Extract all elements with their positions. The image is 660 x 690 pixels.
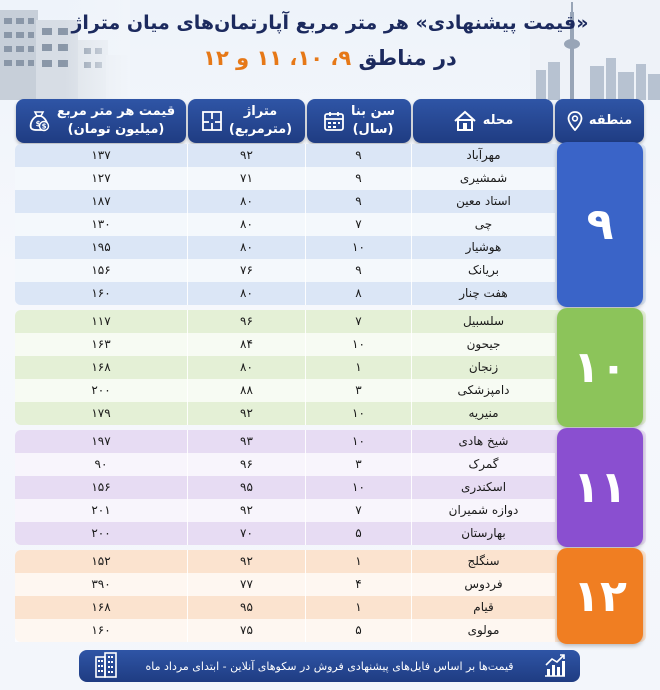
area-cell: ۸۸ <box>240 383 253 397</box>
price-cell: ۱۶۸ <box>91 600 111 614</box>
region-rows <box>15 310 555 425</box>
buildings-icon <box>93 651 119 679</box>
region-rows <box>15 550 555 642</box>
neighborhood-cell: سلسبیل <box>462 314 505 328</box>
table-row <box>15 236 555 259</box>
header-age <box>307 99 411 143</box>
table-row <box>15 499 555 522</box>
subtitle-prefix: در مناطق <box>358 46 457 70</box>
region-number: ۱۲ <box>557 548 643 644</box>
header-price-unit: (میلیون تومان) <box>67 122 165 137</box>
location-pin-icon <box>567 111 583 131</box>
column-divider <box>411 310 412 425</box>
area-cell: ۷۶ <box>240 263 253 277</box>
neighborhood-cell: دامپزشکی <box>457 383 510 397</box>
price-cell: ۱۷۹ <box>91 406 111 420</box>
price-cell: ۹۰ <box>94 457 108 471</box>
region-number: ۱۱ <box>557 428 643 547</box>
column-divider <box>187 144 188 305</box>
column-divider <box>411 430 412 545</box>
region-number: ۹ <box>557 142 643 307</box>
neighborhood-cell: استاد معین <box>456 194 511 208</box>
neighborhood-cell: گمرک <box>468 457 499 471</box>
neighborhood-cell: بهارستان <box>461 526 506 540</box>
table-row <box>15 167 555 190</box>
price-cell: ۱۳۷ <box>91 148 111 162</box>
table-row <box>15 310 555 333</box>
area-cell: ۹۲ <box>240 503 253 517</box>
price-cell: ۲۰۱ <box>91 503 111 517</box>
area-cell: ۸۰ <box>240 360 253 374</box>
area-cell: ۷۱ <box>240 171 253 185</box>
price-cell: ۱۵۶ <box>91 263 111 277</box>
header-area-label: متراژ <box>243 104 278 120</box>
area-cell: ۸۴ <box>240 337 253 351</box>
table-row <box>15 596 555 619</box>
neighborhood-cell: هوشیار <box>465 240 502 254</box>
table-row <box>15 476 555 499</box>
age-cell: ۷ <box>355 217 362 231</box>
header-price-label: قیمت هر متر مربع <box>56 104 176 120</box>
neighborhood-cell: شیخ هادی <box>458 434 509 448</box>
neighborhood-cell: منیریه <box>468 406 499 420</box>
neighborhood-cell: شمشیری <box>459 171 508 185</box>
column-divider <box>305 310 306 425</box>
table-row <box>15 550 555 573</box>
area-cell: ۷۵ <box>240 623 253 637</box>
column-divider <box>305 144 306 305</box>
footer-note <box>79 650 580 682</box>
age-cell: ۸ <box>355 286 362 300</box>
header-neighborhood <box>413 99 553 143</box>
area-cell: ۹۲ <box>240 406 253 420</box>
area-cell: ۹۳ <box>240 434 253 448</box>
neighborhood-cell: فردوس <box>464 577 503 591</box>
price-cell: ۱۱۷ <box>91 314 111 328</box>
area-cell: ۷۷ <box>240 577 253 591</box>
neighborhood-cell: بریانک <box>467 263 500 277</box>
area-cell: ۸۰ <box>240 240 253 254</box>
region-rows <box>15 430 555 545</box>
price-cell: ۱۸۷ <box>91 194 111 208</box>
price-cell: ۱۹۵ <box>91 240 111 254</box>
price-cell: ۳۹۰ <box>91 577 111 591</box>
neighborhood-cell: جیحون <box>466 337 501 351</box>
header-age-label: سن بنا <box>350 104 396 120</box>
neighborhood-cell: مولوی <box>467 623 500 637</box>
table-row <box>15 619 555 642</box>
table-row <box>15 453 555 476</box>
table-row <box>15 213 555 236</box>
age-cell: ۵ <box>355 526 362 540</box>
age-cell: ۷ <box>355 503 362 517</box>
column-divider <box>187 550 188 642</box>
table-row <box>15 259 555 282</box>
price-cell: ۱۹۷ <box>91 434 111 448</box>
age-cell: ۱ <box>355 600 362 614</box>
age-cell: ۱ <box>355 554 362 568</box>
neighborhood-cell: اسکندری <box>460 480 507 494</box>
table-row <box>15 402 555 425</box>
footer-text: قیمت‌ها بر اساس فایل‌های پیشنهادی فروش در سکوهای آنلاین - ابتدای مرداد ماه <box>145 659 514 673</box>
region-block <box>15 430 646 545</box>
chart-growth-icon <box>542 651 568 679</box>
neighborhood-cell: قیام <box>473 600 494 614</box>
region-block <box>15 550 646 642</box>
table-row <box>15 282 555 305</box>
age-cell: ۴ <box>355 577 362 591</box>
area-cell: ۹۶ <box>240 314 253 328</box>
table-row <box>15 190 555 213</box>
table-row <box>15 333 555 356</box>
column-divider <box>305 550 306 642</box>
price-cell: ۱۵۶ <box>91 480 111 494</box>
area-cell: ۹۶ <box>240 457 253 471</box>
age-cell: ۷ <box>355 314 362 328</box>
age-cell: ۳ <box>355 383 362 397</box>
header-region <box>555 99 644 143</box>
area-cell: ۹۲ <box>240 554 253 568</box>
subtitle-regions: ۹، ۱۰، ۱۱ و ۱۲ <box>203 46 352 70</box>
page-subtitle <box>0 46 660 70</box>
price-cell: ۱۲۷ <box>91 171 111 185</box>
age-cell: ۹ <box>355 171 362 185</box>
neighborhood-cell: زنجان <box>468 360 499 374</box>
price-cell: ۱۵۲ <box>91 554 111 568</box>
age-cell: ۱۰ <box>352 240 365 254</box>
area-cell: ۹۵ <box>240 600 253 614</box>
neighborhood-cell: سنگلج <box>467 554 500 568</box>
neighborhood-cell: دوازه شمیران <box>448 503 519 517</box>
svg-text:$: $ <box>41 122 47 131</box>
age-cell: ۱۰ <box>352 480 365 494</box>
area-cell: ۷۰ <box>240 526 253 540</box>
header-area-unit: (مترمربع) <box>228 122 293 137</box>
age-cell: ۹ <box>355 148 362 162</box>
svg-text:$: $ <box>35 120 41 128</box>
table-row <box>15 522 555 545</box>
area-cell: ۹۵ <box>240 480 253 494</box>
table-row <box>15 356 555 379</box>
price-cell: ۲۰۰ <box>91 383 111 397</box>
price-cell: ۱۳۰ <box>91 217 111 231</box>
header-neighborhood-label: محله <box>482 113 514 129</box>
age-cell: ۱۰ <box>352 434 365 448</box>
price-cell: ۱۶۰ <box>91 623 111 637</box>
price-cell: ۱۶۸ <box>91 360 111 374</box>
region-block <box>15 310 646 425</box>
page-title: «قیمت پیشنهادی» هر متر مربع آپارتمان‌های میان متراژ <box>71 12 589 34</box>
header-price <box>16 99 186 143</box>
calendar-icon <box>323 110 345 132</box>
column-divider <box>411 550 412 642</box>
floor-plan-icon <box>201 110 223 132</box>
table-row <box>15 573 555 596</box>
table-row <box>15 144 555 167</box>
age-cell: ۱۰ <box>352 406 365 420</box>
price-cell: ۱۶۳ <box>91 337 111 351</box>
table-row <box>15 430 555 453</box>
neighborhood-cell: مهرآباد <box>466 148 501 162</box>
age-cell: ۳ <box>355 457 362 471</box>
region-number: ۱۰ <box>557 308 643 427</box>
column-divider <box>305 430 306 545</box>
column-divider <box>187 310 188 425</box>
header-region-label: منطقه <box>588 113 633 129</box>
age-cell: ۱ <box>355 360 362 374</box>
age-cell: ۹ <box>355 194 362 208</box>
price-cell: ۱۶۰ <box>91 286 111 300</box>
header-age-unit: (سال) <box>352 122 394 137</box>
region-block <box>15 144 646 305</box>
area-cell: ۸۰ <box>240 194 253 208</box>
neighborhood-cell: هفت چنار <box>459 286 508 300</box>
money-bag-icon <box>27 109 51 133</box>
house-icon <box>453 110 477 132</box>
price-cell: ۲۰۰ <box>91 526 111 540</box>
age-cell: ۱۰ <box>352 337 365 351</box>
table-row <box>15 379 555 402</box>
region-rows <box>15 144 555 305</box>
column-divider <box>187 430 188 545</box>
age-cell: ۹ <box>355 263 362 277</box>
column-divider <box>411 144 412 305</box>
header-area <box>188 99 305 143</box>
area-cell: ۸۰ <box>240 217 253 231</box>
area-cell: ۸۰ <box>240 286 253 300</box>
neighborhood-cell: چی <box>474 217 493 231</box>
area-cell: ۹۲ <box>240 148 253 162</box>
age-cell: ۵ <box>355 623 362 637</box>
